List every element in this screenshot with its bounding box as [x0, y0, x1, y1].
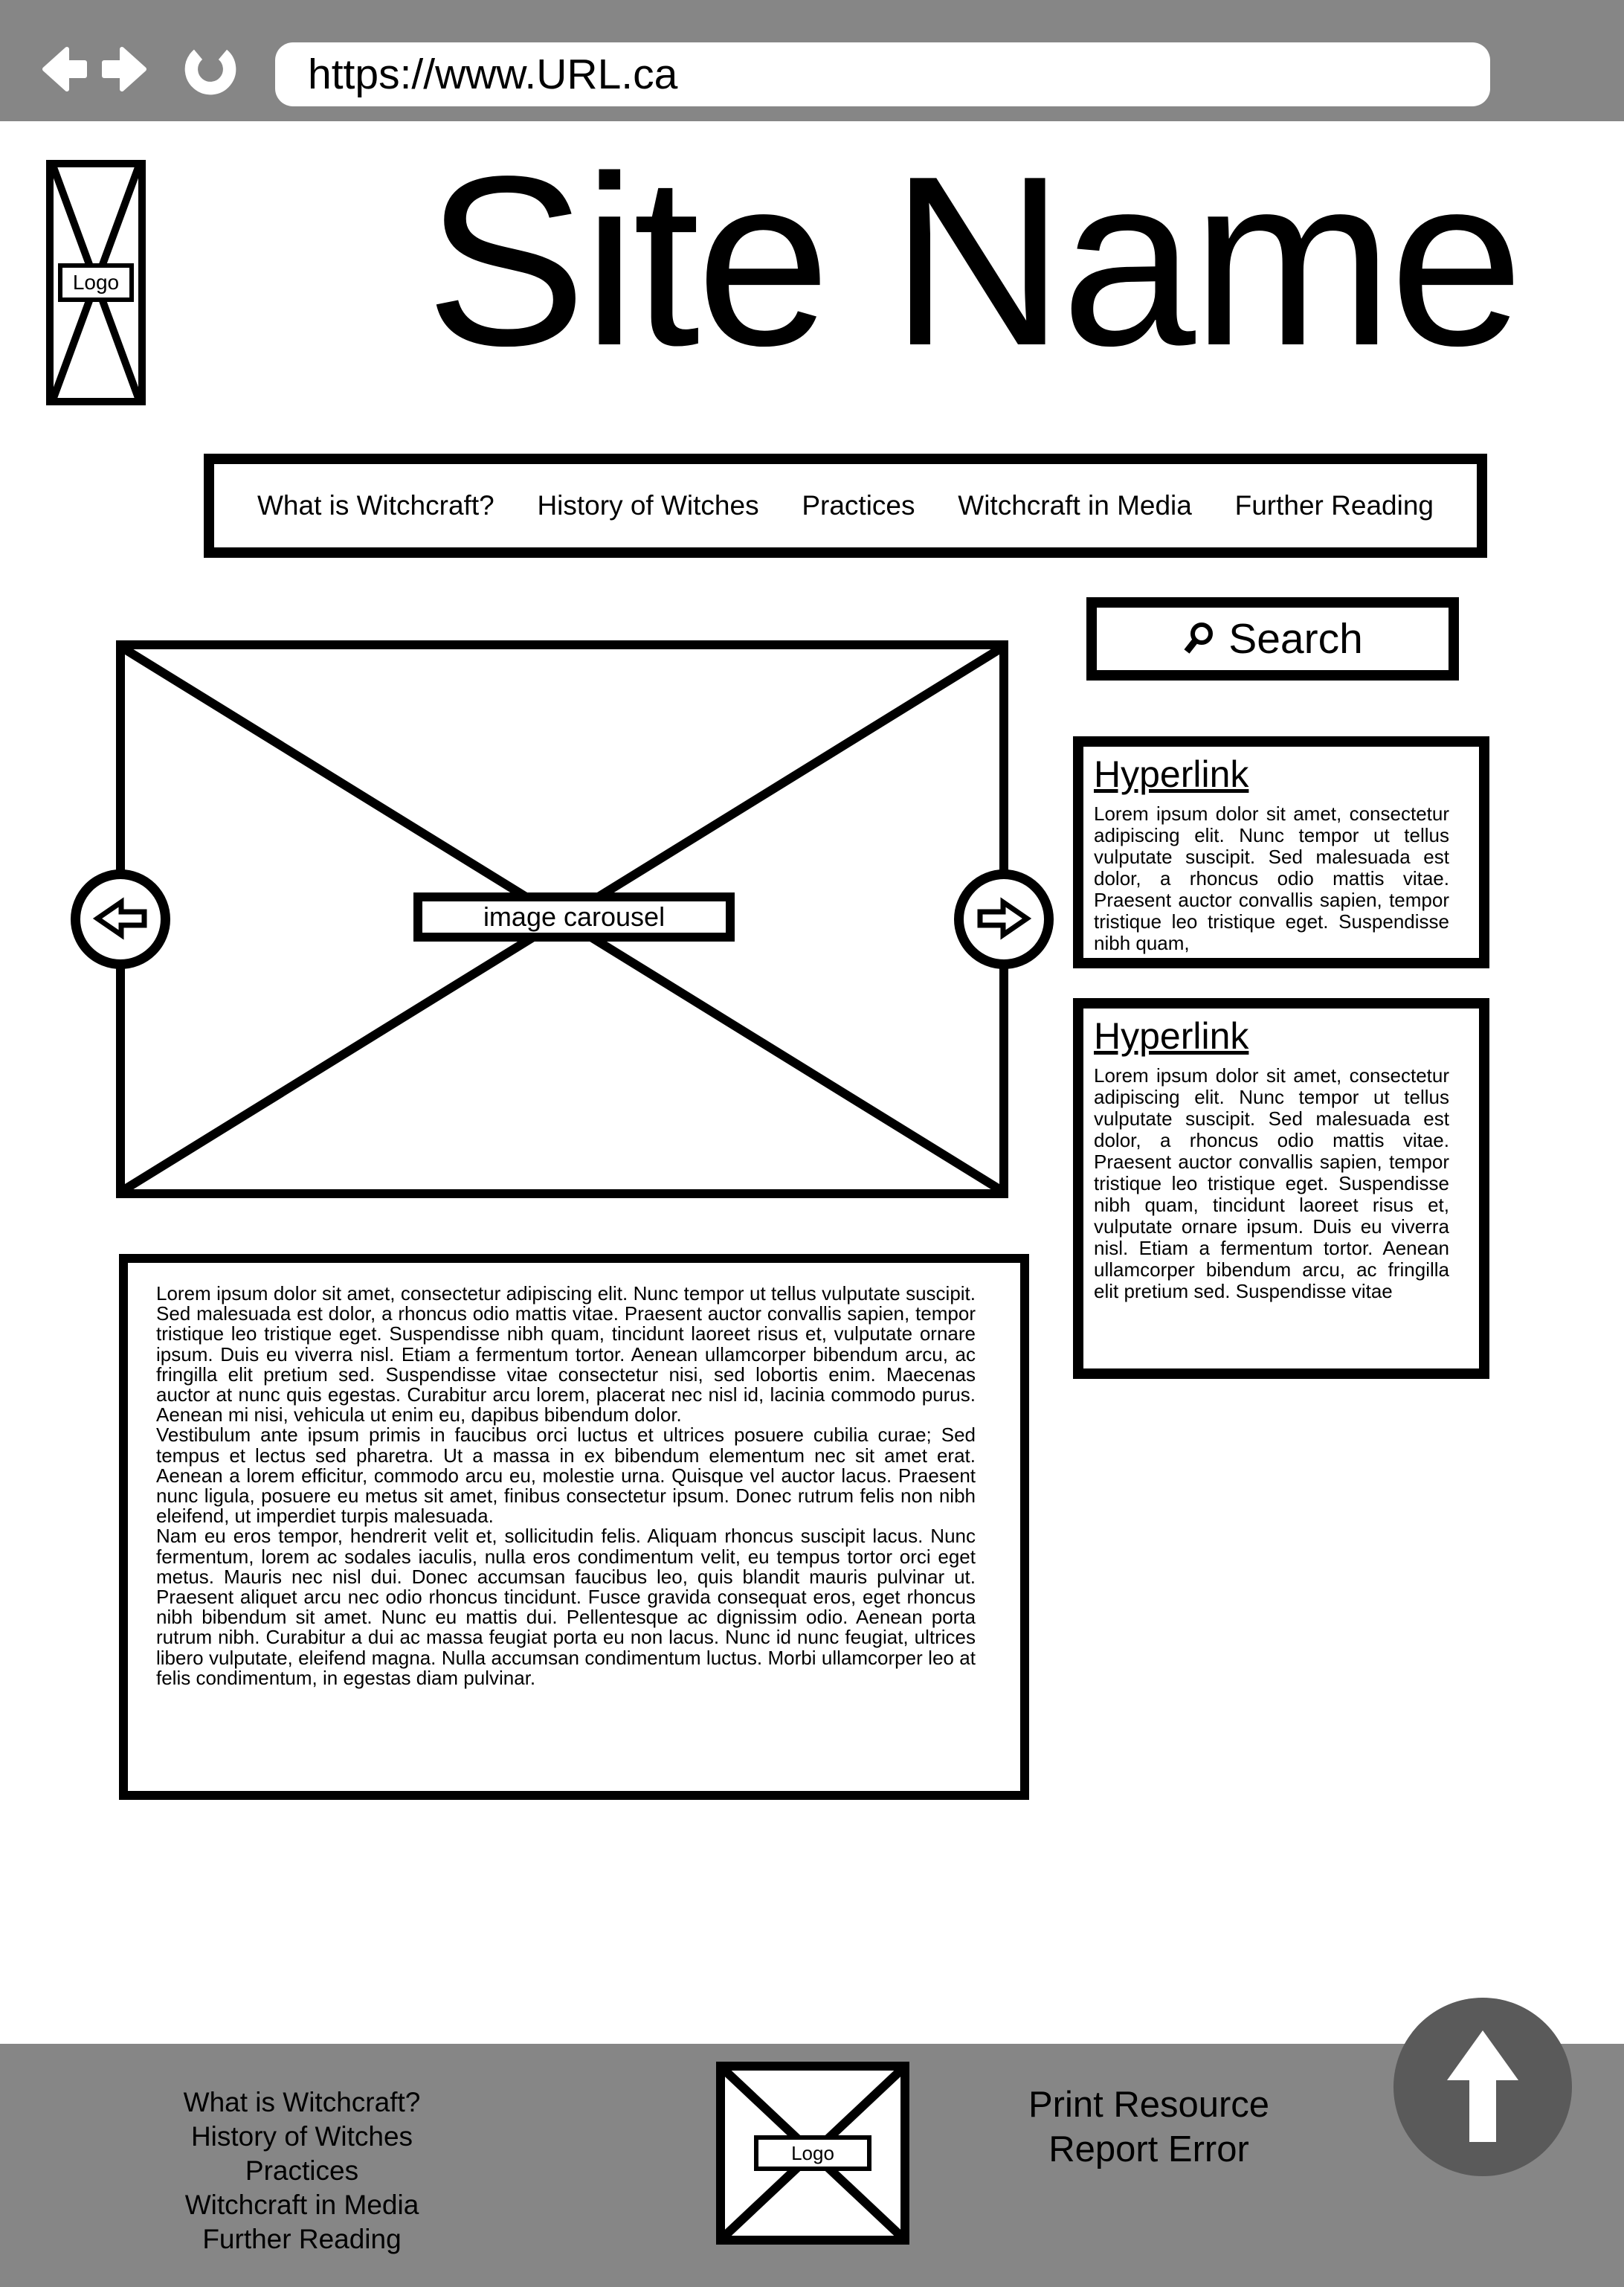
print-resource-link[interactable]: Print Resource: [1028, 2085, 1270, 2125]
sidebar-card: [1073, 736, 1489, 968]
main-nav: [204, 454, 1487, 558]
nav-item-witchcraft-in-media[interactable]: Witchcraft in Media: [958, 490, 1192, 521]
sidebar-card: [1073, 998, 1489, 1379]
nav-item-history-of-witches[interactable]: History of Witches: [537, 490, 759, 521]
paragraph: Vestibulum ante ipsum primis in faucibus orci luctus et ultrices posuere cubilia curae; Sed tempus et lectus sed pharetra. Ut a massa in ex bibendum elementum nec sit amet erat. Aenean a lorem efficitur, commodo arcu eu, molestie urna. Quisque vel auctor lacus. Praesent nunc ligula, posuere eu metus sit amet, finibus consectetur ipsum. Donec rutrum felis non nibh eleifend, ut imperdiet turpis malesuada.: [156, 1424, 976, 1528]
report-error-link[interactable]: Report Error: [1048, 2129, 1249, 2169]
page-title: Site Name: [425, 126, 1521, 396]
search-button-label: Search: [1228, 615, 1363, 663]
forward-button[interactable]: [100, 43, 152, 95]
right-arrow-icon: [974, 897, 1034, 942]
nav-item-what-is-witchcraft[interactable]: What is Witchcraft?: [257, 490, 494, 521]
carousel-label: image carousel: [413, 892, 735, 942]
url-bar[interactable]: [275, 42, 1490, 106]
hyperlink-title[interactable]: Hyperlink: [1094, 753, 1249, 795]
site-logo-placeholder: [46, 160, 146, 405]
forward-arrow-icon: [100, 43, 152, 95]
hyperlink-title[interactable]: Hyperlink: [1094, 1015, 1249, 1057]
footer-logo-placeholder: [716, 2062, 909, 2245]
footer-link-further-reading[interactable]: Further Reading: [202, 2224, 402, 2254]
back-button[interactable]: [37, 43, 89, 95]
back-arrow-icon: [37, 43, 89, 95]
refresh-icon: [180, 39, 241, 100]
magnifier-icon: [1182, 621, 1217, 657]
browser-chrome: [0, 0, 1624, 121]
scroll-to-top-button[interactable]: [1393, 1998, 1572, 2176]
logo-label: Logo: [754, 2135, 871, 2171]
nav-item-further-reading[interactable]: Further Reading: [1234, 490, 1434, 521]
footer-link-what-is-witchcraft[interactable]: What is Witchcraft?: [183, 2087, 421, 2117]
hyperlink-body: Lorem ipsum dolor sit amet, consectetur adipiscing elit. Nunc tempor ut tellus vulputate suscipit. Sed malesuada est dolor, a rhoncus odio mattis vitae. Praesent auctor convallis sapien, tempor tristique leo tristique eget. Suspendisse nibh quam, tincidunt laoreet risus et, vulputate ornare ipsum. Duis eu viverra nisl. Etiam a fermentum tortor. Aenean ullamcorper bibendum arcu, ac fringilla elit pretium sed. Suspendisse vitae: [1094, 1064, 1449, 1302]
url-text: https://www.URL.ca: [308, 51, 678, 98]
paragraph: Nam eu eros tempor, hendrerit velit et, sollicitudin felis. Aliquam rhoncus suscipit lacus. Nunc fermentum, lorem ac sodales iaculis, nulla eros condimentum velit, eu tempus tortor orci eget metus. Mauris nec nisl dui. Donec accumsan faucibus leo, quis blandit mauris pulvinar ut. Praesent aliquet arcu nec odio rhoncus tincidunt. Fusce gravida consequat eros, eget rhoncus nibh bibendum sit amet. Nunc eu mattis dui. Pellentesque ac dignissim odio. Aenean porta rutrum nibh. Curabitur a dui ac massa feugiat porta eu non lacus. Nunc id nunc feugiat, ultrices libero vulputate, eleifend magna. Nulla accumsan condimentum luctus. Morbi ullamcorper leo at felis condimentum, in egestas diam pulvinar.: [156, 1525, 976, 1689]
left-arrow-icon: [91, 897, 150, 942]
main-text-block: [119, 1254, 1029, 1800]
carousel-next-button[interactable]: [954, 869, 1054, 969]
refresh-button[interactable]: [180, 39, 241, 100]
search-button[interactable]: [1086, 597, 1459, 681]
footer-actions: [926, 2082, 1372, 2172]
hyperlink-body: Lorem ipsum dolor sit amet, consectetur adipiscing elit. Nunc tempor ut tellus vulputate suscipit. Sed malesuada est dolor, a rhoncus odio mattis vitae. Praesent auctor convallis sapien, tempor tristique leo tristique eget. Suspendisse nibh quam,: [1094, 802, 1449, 954]
paragraph: Lorem ipsum dolor sit amet, consectetur adipiscing elit. Nunc tempor ut tellus vulputate suscipit. Sed malesuada est dolor, a rhoncus odio mattis vitae. Praesent auctor convallis sapien, tempor tristique leo tristique eget. Suspendisse nibh quam, tincidunt laoreet risus et, vulputate ornare ipsum. Duis eu viverra nisl. Etiam a fermentum tortor. Aenean ullamcorper bibendum arcu, ac fringilla elit pretium sed. Suspendisse vitae consectetur nisi, sed lobortis enim. Maecenas auctor at nunc quis egestas. Curabitur arcu lorem, placerat nec nisl id, lacinia commodo purus. Aenean mi nisi, vehicula ut enim eu, dapibus bibendum dolor.: [156, 1282, 976, 1426]
logo-label: Logo: [58, 263, 134, 302]
nav-item-practices[interactable]: Practices: [802, 490, 915, 521]
footer-nav: [109, 2085, 495, 2257]
footer-link-practices[interactable]: Practices: [245, 2155, 359, 2186]
up-arrow-icon: [1427, 2027, 1538, 2148]
carousel-prev-button[interactable]: [71, 869, 170, 969]
footer-link-history-of-witches[interactable]: History of Witches: [190, 2121, 413, 2152]
footer-link-witchcraft-in-media[interactable]: Witchcraft in Media: [184, 2190, 419, 2220]
